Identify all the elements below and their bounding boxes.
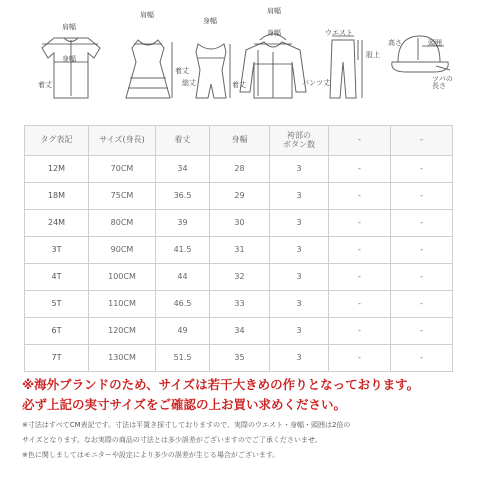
romper-icon [196, 44, 226, 98]
dress-length-label: 着丈 [175, 67, 189, 75]
table-cell: 3T [25, 237, 89, 264]
pants-waist-label: ウエスト [325, 29, 353, 37]
hat-circumference-label: 頭囲 [428, 39, 442, 47]
table-cell: 18M [25, 183, 89, 210]
table-cell: 46.5 [156, 291, 210, 318]
table-row [25, 210, 453, 237]
table-cell: 31 [210, 237, 270, 264]
table-cell: 110CM [89, 291, 156, 318]
table-row [25, 156, 453, 183]
table-cell: - [391, 318, 453, 345]
table-cell: 75CM [89, 183, 156, 210]
table-cell: 3 [270, 345, 329, 372]
table-cell: 100CM [89, 264, 156, 291]
table-cell: - [329, 291, 391, 318]
romper-length-label: 総丈 [182, 79, 196, 87]
garment-illustrations [20, 0, 460, 110]
table-row [25, 291, 453, 318]
table-cell: - [391, 291, 453, 318]
table-row [25, 318, 453, 345]
column-header: サイズ(身長) [89, 126, 156, 156]
notice-line-1: ※海外ブランドのため、サイズは若干大きめの作りとなっております。 [22, 377, 420, 392]
table-cell: 4T [25, 264, 89, 291]
table-cell: - [391, 345, 453, 372]
table-row [25, 237, 453, 264]
tee-chest-label: 身幅 [62, 55, 76, 63]
table-cell: 51.5 [156, 345, 210, 372]
column-header: 身幅 [210, 126, 270, 156]
jacket-length-label: 着丈 [232, 81, 246, 89]
table-cell: 49 [156, 318, 210, 345]
table-row [25, 345, 453, 372]
table-cell: 28 [210, 156, 270, 183]
table-cell: 70CM [89, 156, 156, 183]
table-cell: 6T [25, 318, 89, 345]
table-cell: - [329, 210, 391, 237]
pants-icon [330, 40, 356, 98]
table-cell: 44 [156, 264, 210, 291]
table-cell: 90CM [89, 237, 156, 264]
table-cell: - [329, 183, 391, 210]
table-cell: 34 [210, 318, 270, 345]
notice-line-2: 必ず上記の実寸サイズをご確認の上お買い求めください。 [22, 397, 347, 412]
table-cell: 3 [270, 156, 329, 183]
table-cell: 32 [210, 264, 270, 291]
dress-icon [126, 40, 170, 98]
dress-shoulder-label: 肩幅 [140, 11, 154, 19]
table-cell: 3 [270, 264, 329, 291]
table-cell: 3 [270, 318, 329, 345]
table-cell: - [391, 156, 453, 183]
tee-shoulder-label: 肩幅 [62, 23, 76, 31]
table-cell: 36.5 [156, 183, 210, 210]
table-cell: - [391, 264, 453, 291]
table-cell: - [329, 345, 391, 372]
pants-rise-label: 股上 [366, 51, 380, 59]
table-cell: 3 [270, 237, 329, 264]
measurement-diagrams [20, 0, 460, 110]
table-cell: - [329, 264, 391, 291]
column-header: - [391, 126, 453, 156]
table-cell: - [391, 210, 453, 237]
table-row [25, 183, 453, 210]
table-cell: 24M [25, 210, 89, 237]
table-cell: - [391, 237, 453, 264]
table-row [25, 264, 453, 291]
table-cell: 34 [156, 156, 210, 183]
table-cell: - [329, 318, 391, 345]
column-header: - [329, 126, 391, 156]
table-cell: 39 [156, 210, 210, 237]
note-line-1: ※寸法はすべてCM表記です。寸法は平置き採寸しておりますので、実際のウエスト・身幅・頭囲は2倍の [22, 421, 351, 429]
hat-brim-label: ツバの長さ [432, 75, 453, 90]
table-cell: 30 [210, 210, 270, 237]
table-cell: - [329, 237, 391, 264]
table-cell: 33 [210, 291, 270, 318]
table-cell: 35 [210, 345, 270, 372]
hat-depth-label: 高さ [388, 39, 402, 47]
column-header: 袴部の ボタン数 [270, 126, 329, 156]
table-header-row [25, 126, 453, 156]
jacket-chest-label: 身幅 [267, 29, 281, 37]
table-cell: 7T [25, 345, 89, 372]
table-cell: 120CM [89, 318, 156, 345]
note-line-2: サイズとなります。なお実際の商品の寸法とは多少誤差がございますのでご了承くださいませ。 [22, 435, 322, 444]
table-cell: - [391, 183, 453, 210]
table-cell: 41.5 [156, 237, 210, 264]
romper-chest-label: 身幅 [203, 17, 217, 25]
table-cell: 130CM [89, 345, 156, 372]
table-cell: 3 [270, 291, 329, 318]
jacket-shoulder-label: 肩幅 [267, 7, 281, 15]
table-cell: 3 [270, 183, 329, 210]
table-cell: - [329, 156, 391, 183]
size-table [24, 125, 453, 372]
note-line-3: ※色に関しましてはモニターや設定により多少の誤差が生じる場合がございます。 [22, 450, 280, 459]
table-cell: 80CM [89, 210, 156, 237]
table-cell: 3 [270, 210, 329, 237]
column-header: 着丈 [156, 126, 210, 156]
tee-length-label: 着丈 [38, 81, 52, 89]
pants-length-label: パンツ丈 [302, 79, 330, 87]
measurement-notes [22, 421, 462, 465]
table-cell: 5T [25, 291, 89, 318]
table-cell: 29 [210, 183, 270, 210]
column-header: タグ表記 [25, 126, 89, 156]
table-cell: 12M [25, 156, 89, 183]
